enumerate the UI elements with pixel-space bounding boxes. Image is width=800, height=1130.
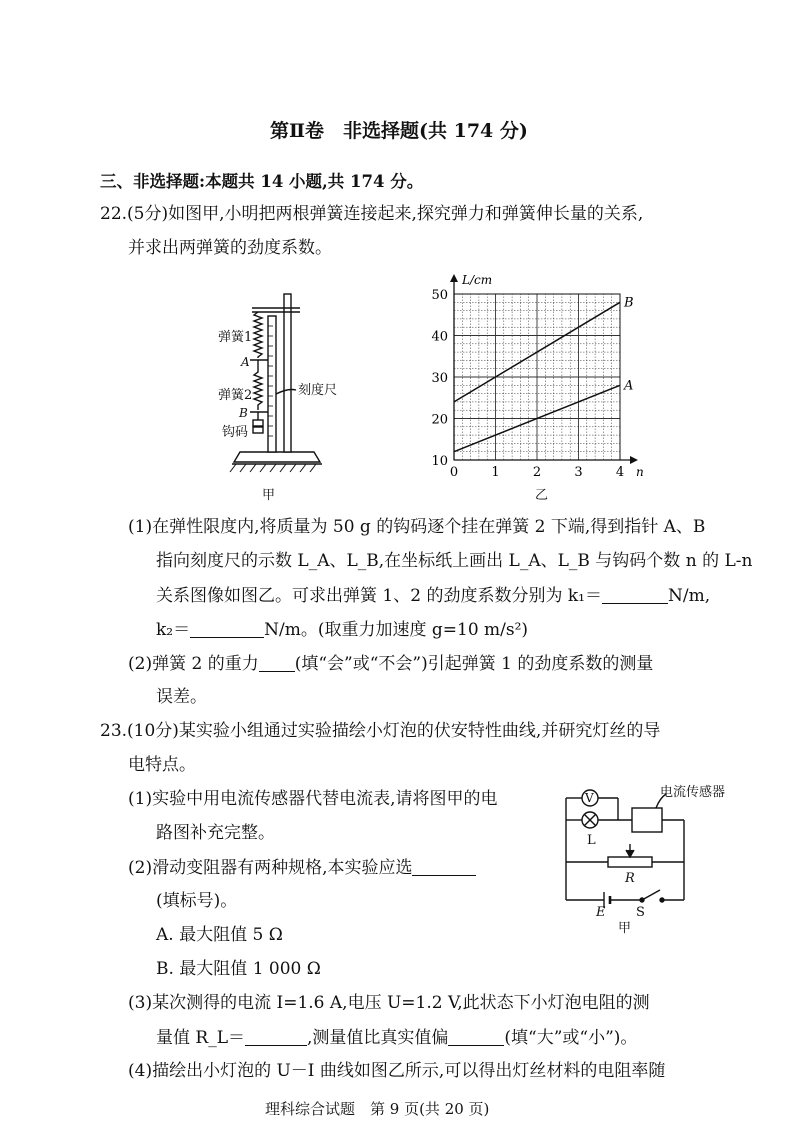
battery-label: E bbox=[596, 905, 606, 920]
q23-part3-line1: (3)某次测得的电流 I=1.6 A,电压 U=1.2 V,此状态下小灯泡电阻的测 bbox=[128, 993, 650, 1013]
x-tick-label: 2 bbox=[532, 465, 542, 480]
option-b: B. 最大阻值 1 000 Ω bbox=[156, 959, 321, 979]
y-tick-label: 10 bbox=[431, 454, 448, 469]
y-tick-label: 20 bbox=[431, 412, 448, 428]
pointer-b-label: B bbox=[239, 406, 248, 420]
q23-head-line2: 电特点。 bbox=[128, 755, 196, 775]
spring2-label: 弹簧2 bbox=[218, 388, 253, 403]
q23-part1-line1: (1)实验中用电流传感器代替电流表,请将图甲的电 bbox=[128, 789, 498, 809]
y-tick-label: 30 bbox=[431, 371, 448, 386]
page-footer: 理科综合试题 第 9 页(共 20 页) bbox=[265, 1100, 490, 1118]
series-label-b: B bbox=[624, 295, 634, 311]
x-tick-label: 1 bbox=[491, 465, 500, 480]
q22-k2-prompt: k₂＝ bbox=[156, 620, 191, 640]
k1-answer-blank[interactable] bbox=[602, 587, 668, 604]
series-label-a: A bbox=[624, 378, 634, 394]
q22-k2-unit: N/m。(取重力加速度 g=10 m/s²) bbox=[264, 620, 529, 640]
q23-part1-line2: 路图补充完整。 bbox=[156, 823, 275, 843]
figure-yi-caption: 乙 bbox=[535, 488, 549, 503]
y-axis-arrow bbox=[450, 274, 458, 282]
q22-head: 22.(5分)如图甲,小明把两根弹簧连接起来,探究弹力和弹簧伸长量的关系, bbox=[100, 204, 644, 224]
circuit-caption: 甲 bbox=[618, 921, 632, 936]
spring2-gravity-blank[interactable] bbox=[259, 655, 295, 672]
spring1-label: 弹簧1 bbox=[218, 330, 253, 345]
q23-part4-line1: (4)描绘出小灯泡的 U－I 曲线如图乙所示,可以得出灯丝材料的电阻率随 bbox=[128, 1061, 666, 1081]
k2-answer-blank[interactable] bbox=[190, 621, 264, 638]
x-tick-label: 4 bbox=[615, 465, 625, 480]
q22-part2-line1 bbox=[128, 655, 653, 673]
q23-part2-line1 bbox=[128, 859, 476, 877]
y-tick-label: 40 bbox=[431, 329, 448, 345]
page-title: 第Ⅱ卷 非选择题(共 174 分) bbox=[270, 120, 528, 142]
pointer-a-label: A bbox=[241, 355, 250, 369]
bias-answer-blank[interactable] bbox=[448, 1029, 504, 1046]
lamp-label: L bbox=[587, 833, 596, 848]
x-tick-label: 0 bbox=[449, 465, 459, 480]
q22-k1-prompt: 关系图像如图乙。可求出弹簧 1、2 的劲度系数分别为 k₁＝ bbox=[156, 586, 602, 606]
y-tick-label: 50 bbox=[431, 288, 448, 303]
section-heading: 三、非选择题:本题共 14 小题,共 174 分。 bbox=[100, 172, 424, 191]
rheostat-choice-blank[interactable] bbox=[412, 859, 476, 876]
q22-part1-line1: (1)在弹性限度内,将质量为 50 g 的钩码逐个挂在弹簧 2 下端,得到指针 A、B bbox=[128, 517, 706, 537]
q23-bias-hint: (填“大”或“小”)。 bbox=[504, 1028, 638, 1048]
figure-jia-caption: 甲 bbox=[262, 488, 276, 503]
x-axis-arrow bbox=[630, 456, 638, 464]
switch-label: S bbox=[636, 905, 645, 920]
q23-rl-prompt: 量值 R_L＝ bbox=[156, 1028, 245, 1048]
current-sensor-label: 电流传感器 bbox=[660, 785, 726, 800]
q23-part2-line2: (填标号)。 bbox=[156, 891, 238, 911]
q23-head: 23.(10分)某实验小组通过实验描绘小灯泡的伏安特性曲线,并研究灯丝的导 bbox=[100, 721, 661, 741]
q22-part1-line3 bbox=[156, 587, 710, 605]
q22-part1-line4 bbox=[156, 621, 528, 639]
ruler-label: 刻度尺 bbox=[298, 383, 338, 398]
q22-part2-prompt: (2)弹簧 2 的重力 bbox=[128, 654, 259, 674]
rl-answer-blank[interactable] bbox=[245, 1029, 307, 1046]
q22-part1-line2: 指向刻度尺的示数 L_A、L_B,在坐标纸上画出 L_A、L_B 与钩码个数 n 的 L-n bbox=[156, 551, 753, 571]
l-n-chart bbox=[420, 265, 660, 505]
voltmeter-label: V bbox=[585, 791, 594, 805]
option-a: A. 最大阻值 5 Ω bbox=[156, 925, 283, 945]
x-tick-label: 3 bbox=[574, 465, 583, 480]
weights-label: 钩码 bbox=[222, 425, 249, 440]
x-axis-label: n bbox=[636, 465, 644, 479]
q22-k1-unit: N/m, bbox=[667, 586, 711, 606]
q23-part2-prompt: (2)滑动变阻器有两种规格,本实验应选 bbox=[128, 858, 413, 878]
q23-part3-line2 bbox=[156, 1029, 637, 1047]
q22-part2-rest: (填“会”或“不会”)引起弹簧 1 的劲度系数的测量 bbox=[294, 654, 654, 674]
q23-bias-prompt: ,测量值比真实值偏 bbox=[307, 1028, 449, 1048]
y-axis-label: L/cm bbox=[462, 273, 493, 287]
q22-part2-line2: 误差。 bbox=[156, 687, 207, 707]
q22-head-line2: 并求出两弹簧的劲度系数。 bbox=[128, 238, 332, 258]
rheostat-label: R bbox=[625, 871, 635, 886]
